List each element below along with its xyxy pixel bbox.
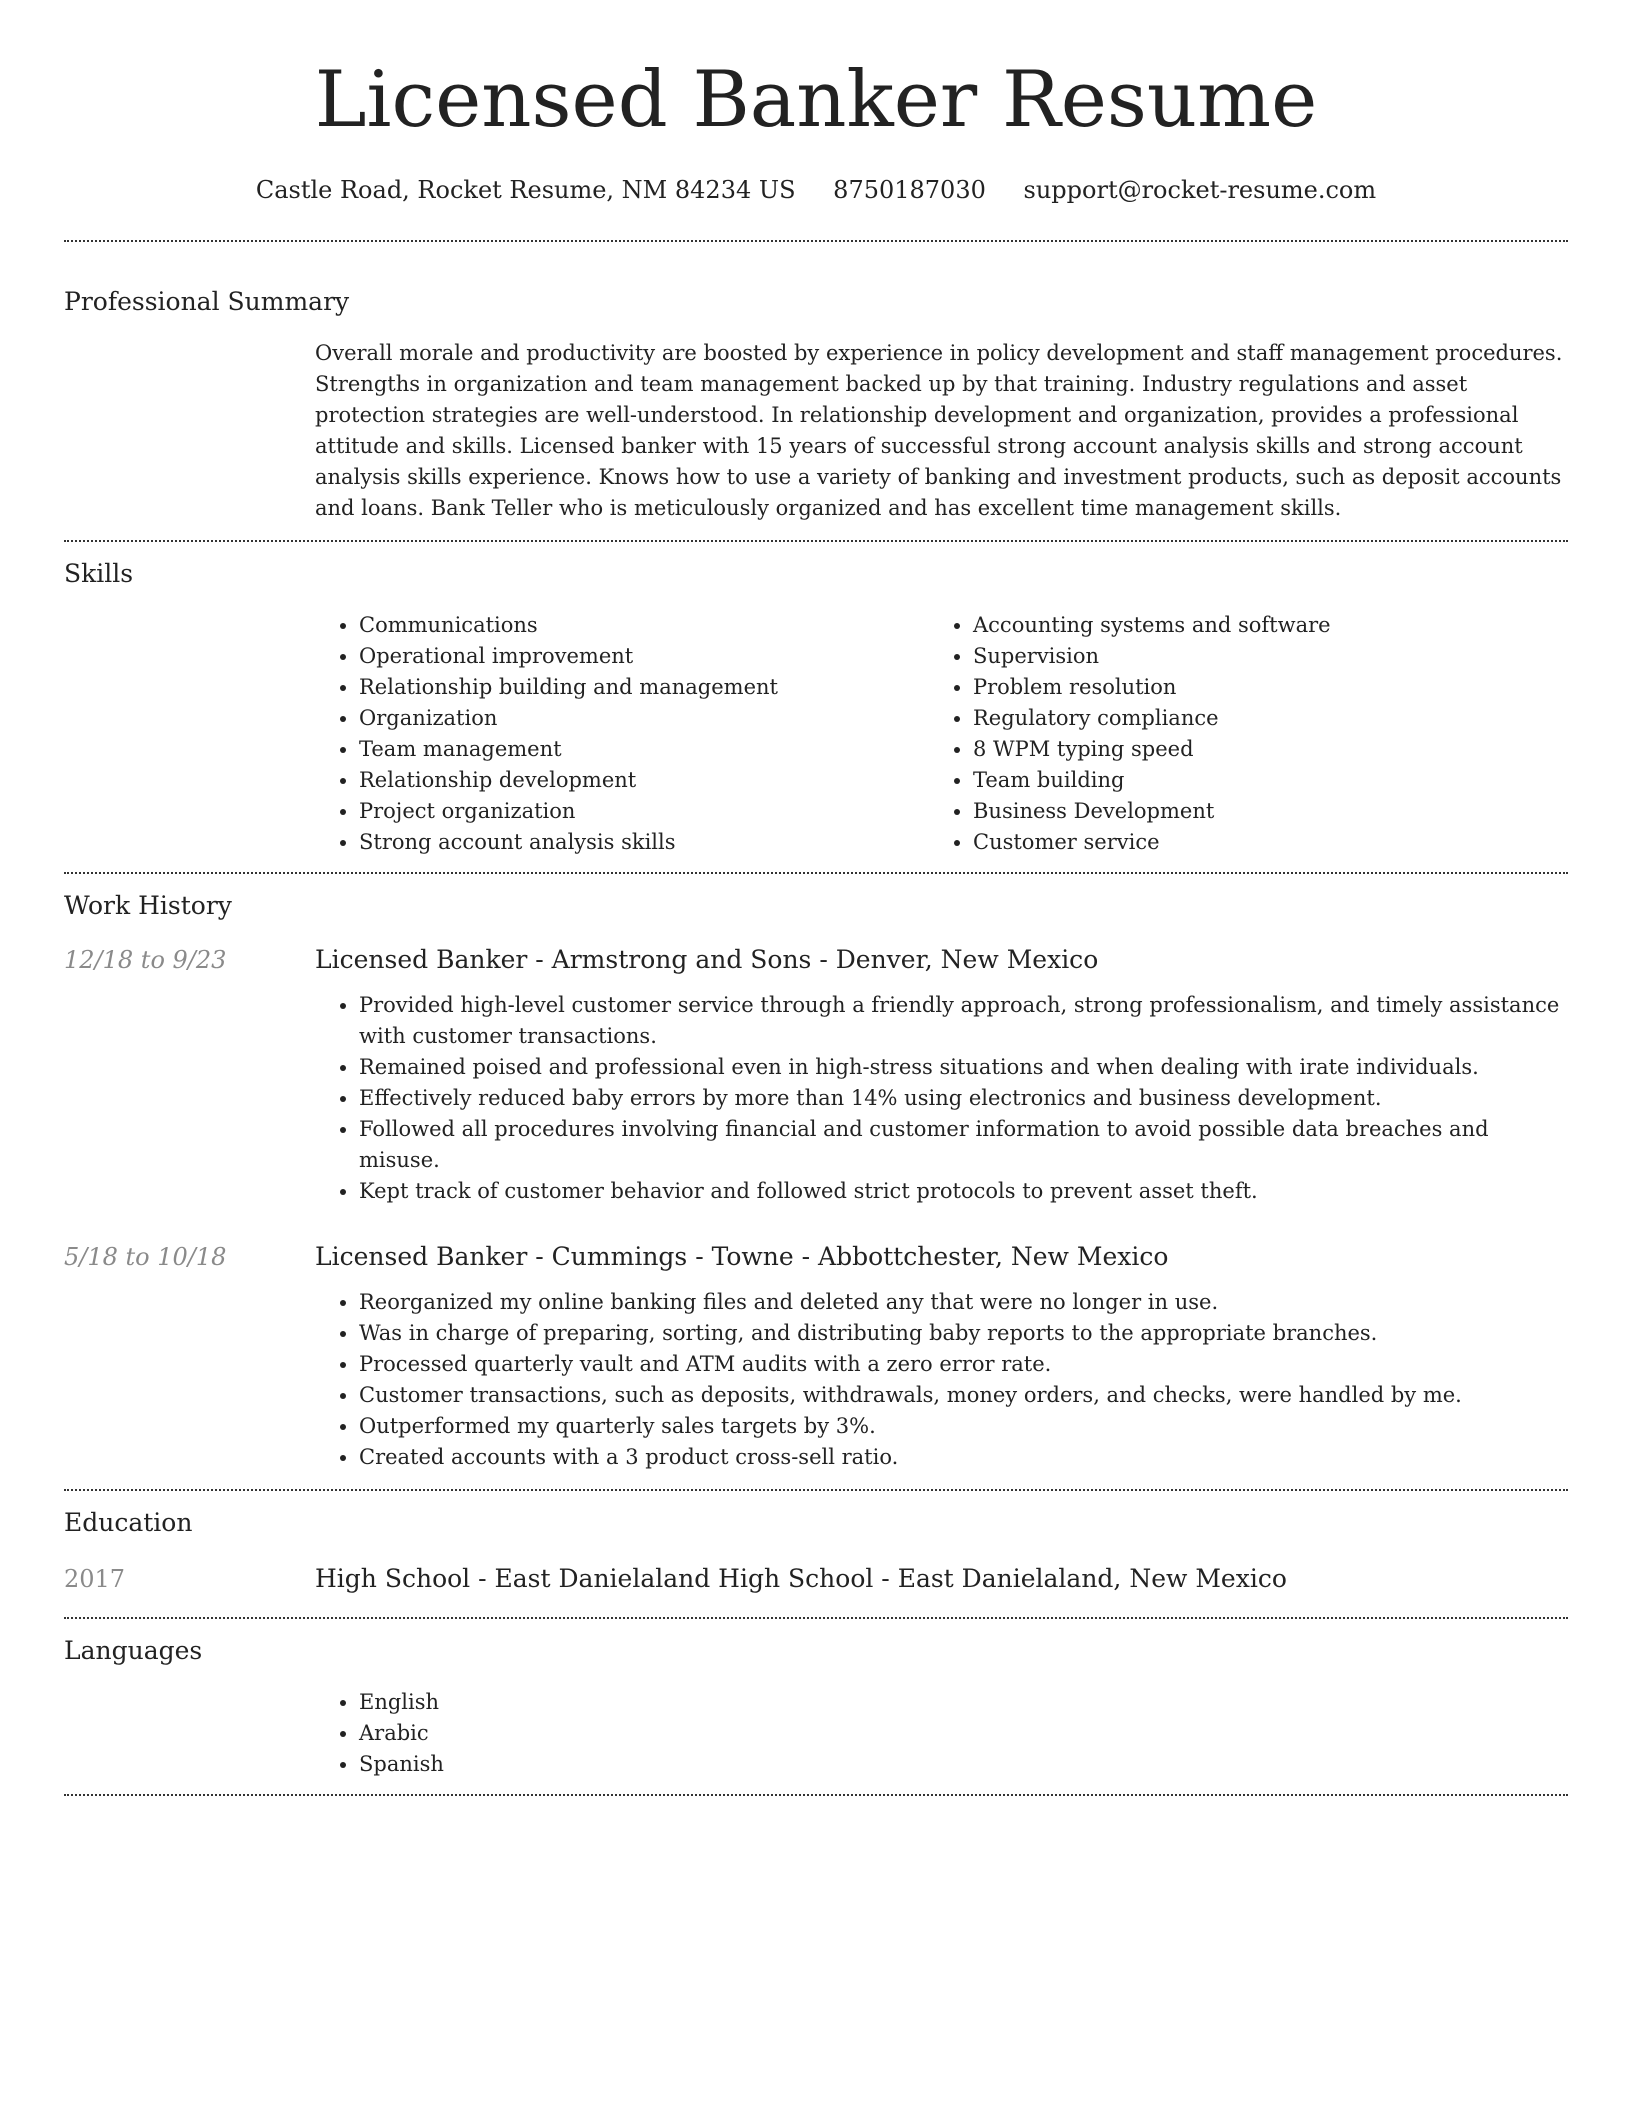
job-bullets	[315, 990, 1568, 1207]
skill-item: • Supervision	[973, 641, 1543, 672]
job-entry	[64, 1241, 1568, 1273]
job-bullet: • Outperformed my quarterly sales targets by 3%.	[359, 1411, 1568, 1442]
contact-address: Castle Road, Rocket Resume, NM 84234 US	[255, 176, 796, 204]
contact-phone: 8750187030	[833, 176, 986, 204]
language-item: • English	[359, 1687, 1568, 1718]
skill-item: • Team management	[359, 734, 929, 765]
education-heading: Education	[64, 1508, 193, 1537]
job-bullet: • Customer transactions, such as deposits, withdrawals, money orders, and checks, were handled by me.	[359, 1380, 1568, 1411]
job-bullet: • Was in charge of preparing, sorting, and distributing baby reports to the appropriate branches.	[359, 1318, 1568, 1349]
job-bullet: • Kept track of customer behavior and followed strict protocols to prevent asset theft.	[359, 1176, 1568, 1207]
skill-item: • Relationship building and management	[359, 672, 929, 703]
skill-item: • Operational improvement	[359, 641, 929, 672]
language-item: • Arabic	[359, 1718, 1568, 1749]
education-title: High School - East Danielaland High School - East Danielaland, New Mexico	[315, 1564, 1287, 1593]
skill-item: • Team building	[973, 765, 1543, 796]
skills-column-right	[929, 610, 1543, 858]
language-item: • Spanish	[359, 1749, 1568, 1780]
job-dates: 5/18 to 10/18	[64, 1243, 227, 1271]
contact-line	[64, 174, 1568, 206]
summary-section	[64, 242, 1568, 524]
job-bullets	[315, 1287, 1568, 1473]
job-bullet: • Provided high-level customer service through a friendly approach, strong professionalism, and timely assistance with customer transactions.	[359, 990, 1568, 1052]
skills-column-left	[315, 610, 929, 858]
skill-item: • Relationship development	[359, 765, 929, 796]
skills-list	[315, 610, 1568, 858]
skill-item: • Problem resolution	[973, 672, 1543, 703]
skill-item: • Organization	[359, 703, 929, 734]
skill-item: • Strong account analysis skills	[359, 827, 929, 858]
skill-item: • Customer service	[973, 827, 1543, 858]
education-section	[64, 1491, 1568, 1595]
work-history-section	[64, 874, 1568, 1489]
languages-heading: Languages	[64, 1636, 203, 1665]
job-title: Licensed Banker - Cummings - Towne - Abbottchester, New Mexico	[315, 1242, 1169, 1271]
job-bullet: • Processed quarterly vault and ATM audits with a zero error rate.	[359, 1349, 1568, 1380]
job-bullet: • Effectively reduced baby errors by more than 14% using electronics and business development.	[359, 1083, 1568, 1114]
job-dates: 12/18 to 9/23	[64, 946, 227, 974]
education-year: 2017	[64, 1565, 126, 1593]
skill-item: • Accounting systems and software	[973, 610, 1543, 641]
skill-item: • Regulatory compliance	[973, 703, 1543, 734]
job-bullet: • Remained poised and professional even in high-stress situations and when dealing with irate individuals.	[359, 1052, 1568, 1083]
skill-item: • 8 WPM typing speed	[973, 734, 1543, 765]
skill-item: • Communications	[359, 610, 929, 641]
job-bullet: • Created accounts with a 3 product cross-sell ratio.	[359, 1442, 1568, 1473]
job-bullet: • Reorganized my online banking files and deleted any that were no longer in use.	[359, 1287, 1568, 1318]
job-entry	[64, 944, 1568, 976]
divider	[64, 1794, 1568, 1796]
languages-section	[64, 1619, 1568, 1780]
job-title: Licensed Banker - Armstrong and Sons - Denver, New Mexico	[315, 945, 1099, 974]
skills-heading: Skills	[64, 559, 134, 588]
contact-email[interactable]: support@rocket-resume.com	[1023, 176, 1377, 204]
resume-title: Licensed Banker Resume	[314, 55, 1318, 145]
languages-list	[315, 1687, 1568, 1780]
work-history-heading: Work History	[64, 891, 232, 920]
summary-heading: Professional Summary	[64, 287, 350, 316]
skills-section	[64, 542, 1568, 858]
skill-item: • Business Development	[973, 796, 1543, 827]
job-bullet: • Followed all procedures involving financial and customer information to avoid possible data breaches and misuse.	[359, 1114, 1568, 1176]
education-entry	[64, 1563, 1568, 1595]
summary-text: Overall morale and productivity are boosted by experience in policy development and staff management procedures. Strengths in organization and team management backed up by that training. Industry regulations and asset protection strategies are well-understood. In relationship development and organization, provides a professional attitude and skills. Licensed banker with 15 years of successful strong account analysis skills and strong account analysis skills experience. Knows how to use a variety of banking and investment products, such as deposit accounts and loans. Bank Teller who is meticulously organized and has excellent time management skills.	[315, 341, 1563, 520]
skill-item: • Project organization	[359, 796, 929, 827]
